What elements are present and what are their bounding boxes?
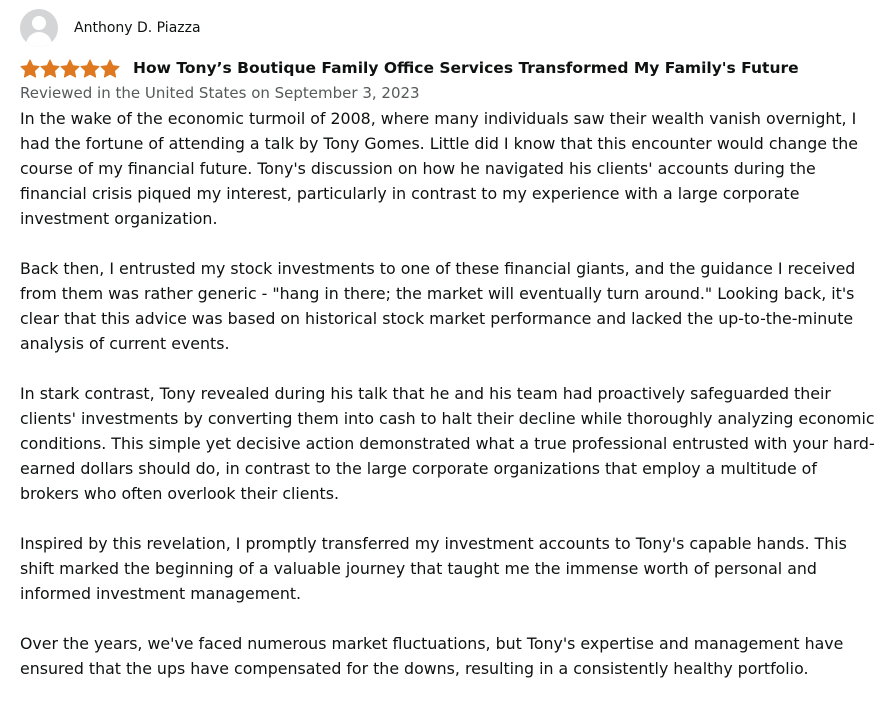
star-icon [40, 59, 60, 78]
review-date: Reviewed in the United States on September 3, 2023 [20, 84, 420, 102]
star-icon [100, 59, 120, 78]
review-paragraph: Inspired by this revelation, I promptly transferred my investment accounts to Tony's capable hands. This shift marked the beginning of a valuable journey that taught me the immense worth of personal and informed investment management. [20, 534, 847, 603]
star-icon [80, 59, 100, 78]
reviewer-profile[interactable] [20, 8, 880, 48]
review-title[interactable]: How Tony’s Boutique Family Office Services Transformed My Family's Future [133, 59, 799, 77]
customer-review [20, 8, 880, 706]
review-paragraph: Back then, I entrusted my stock investments to one of these financial giants, and the guidance I received from them was rather generic - "hang in there; the market will eventually turn around." Looking back, it's clear that this advice was based on historical stock market performance and lacked the up-to-the-minute analysis of current events. [20, 259, 856, 353]
star-icon [20, 59, 40, 78]
review-title-row [20, 56, 880, 80]
review-paragraph: In the wake of the economic turmoil of 2008, where many individuals saw their wealth vanish overnight, I had the fortune of attending a talk by Tony Gomes. Little did I know that this encounter would change the course of my financial future. Tony's discussion on how he navigated his clients' accounts during the financial crisis piqued my interest, particularly in contrast to my experience with a large corporate investment organization. [20, 109, 858, 228]
review-paragraph: In stark contrast, Tony revealed during his talk that he and his team had proactively safeguarded their clients' investments by converting them into cash to halt their decline while thoroughly analyzing economic conditions. This simple yet decisive action demonstrated what a true professional entrusted with your hard-earned dollars should do, in contrast to the large corporate organizations that employ a multitude of brokers who often overlook their clients. [20, 384, 875, 503]
star-rating[interactable] [20, 59, 120, 78]
star-icon [60, 59, 80, 78]
review-body [20, 106, 880, 681]
reviewer-name[interactable]: Anthony D. Piazza [74, 20, 201, 36]
review-paragraph: Over the years, we've faced numerous market fluctuations, but Tony's expertise and management have ensured that the ups have compensated for the downs, resulting in a consistently healthy portfolio. [20, 634, 844, 678]
default-user-avatar-icon [20, 9, 58, 47]
